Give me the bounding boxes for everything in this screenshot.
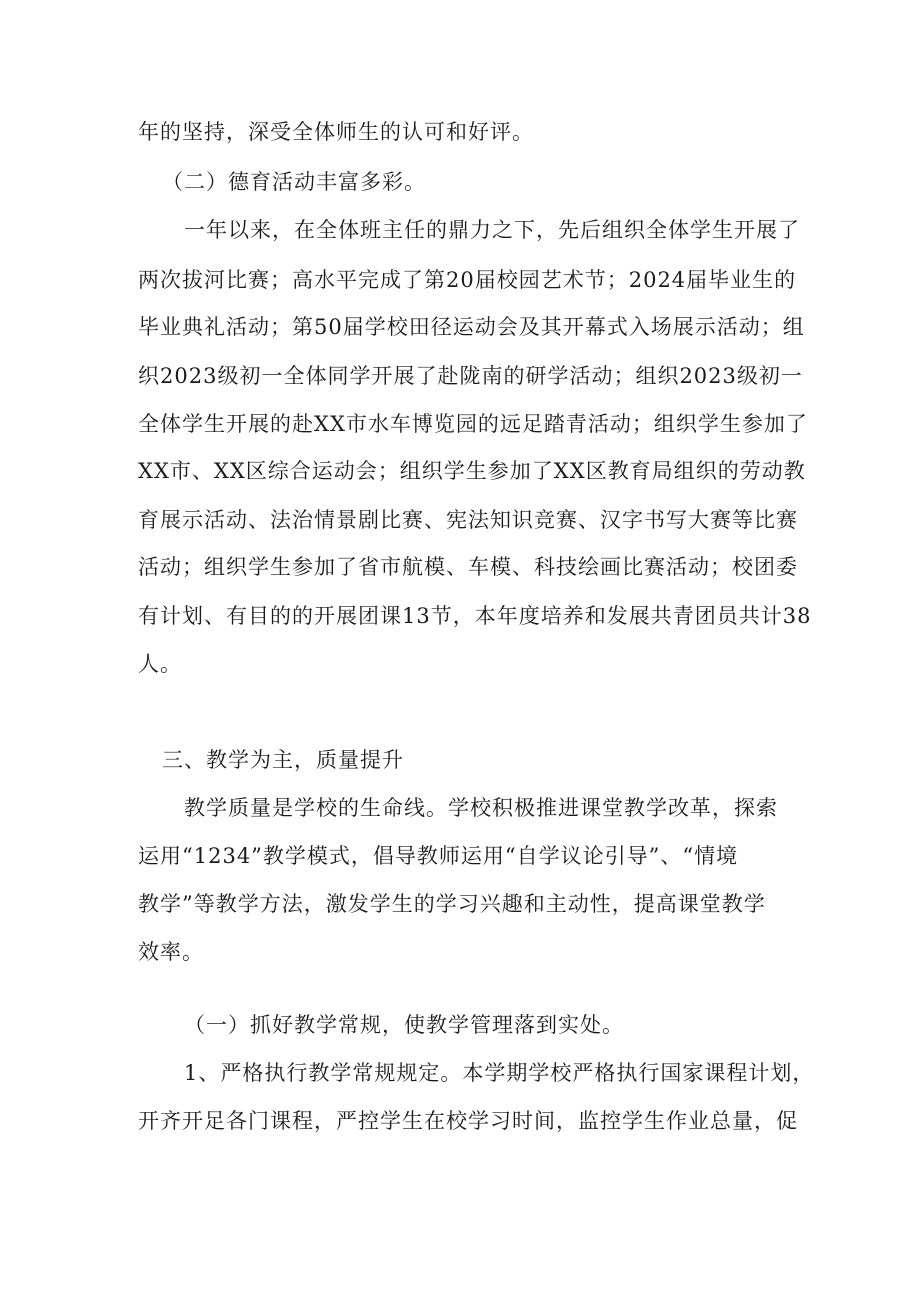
- text-line: 有计划、有目的的开展团课13节，本年度培养和发展共青团员共计38: [138, 604, 812, 628]
- text-line: 教学质量是学校的生命线。学校积极推进课堂教学改革，探索: [184, 796, 778, 820]
- text-line: 人。: [138, 652, 182, 676]
- subheading-moral-education: （二）德育活动丰富多彩。: [162, 170, 426, 194]
- text-line: 效率。: [138, 940, 204, 964]
- section-heading-teaching: 三、教学为主，质量提升: [162, 748, 404, 772]
- text-line: 活动；组织学生参加了省市航模、车模、科技绘画比赛活动；校团委: [138, 555, 798, 579]
- text-line: 1、严格执行教学常规规定。本学期学校严格执行国家课程计划，: [184, 1061, 815, 1085]
- text-line: 全体学生开展的赴XX市水车博览园的远足踏青活动；组织学生参加了: [138, 412, 808, 436]
- text-line: 育展示活动、法治情景剧比赛、宪法知识竞赛、汉字书写大赛等比赛: [138, 508, 798, 532]
- text-line: 一年以来，在全体班主任的鼎力之下，先后组织全体学生开展了: [184, 218, 800, 242]
- text-line: 教学”等教学方法，激发学生的学习兴趣和主动性，提高课堂教学: [138, 892, 766, 916]
- subheading-teaching-routine: （一）抓好教学常规，使教学管理落到实处。: [184, 1013, 624, 1037]
- text-line: 开齐开足各门课程，严控学生在校学习时间，监控学生作业总量，促: [138, 1109, 798, 1133]
- text-line: 毕业典礼活动；第50届学校田径运动会及其开幕式入场展示活动；组: [138, 315, 805, 339]
- text-line: 织2023级初一全体同学开展了赴陇南的研学活动；组织2023级初一: [138, 364, 803, 388]
- text-line: 运用“1234”教学模式，倡导教师运用“自学议论引导”、“情境: [138, 844, 739, 868]
- text-line: 两次拔河比赛；高水平完成了第20届校园艺术节；2024届毕业生的: [138, 268, 797, 292]
- text-line: 年的坚持，深受全体师生的认可和好评。: [138, 120, 534, 144]
- text-line: XX市、XX区综合运动会；组织学生参加了XX区教育局组织的劳动教: [138, 459, 806, 483]
